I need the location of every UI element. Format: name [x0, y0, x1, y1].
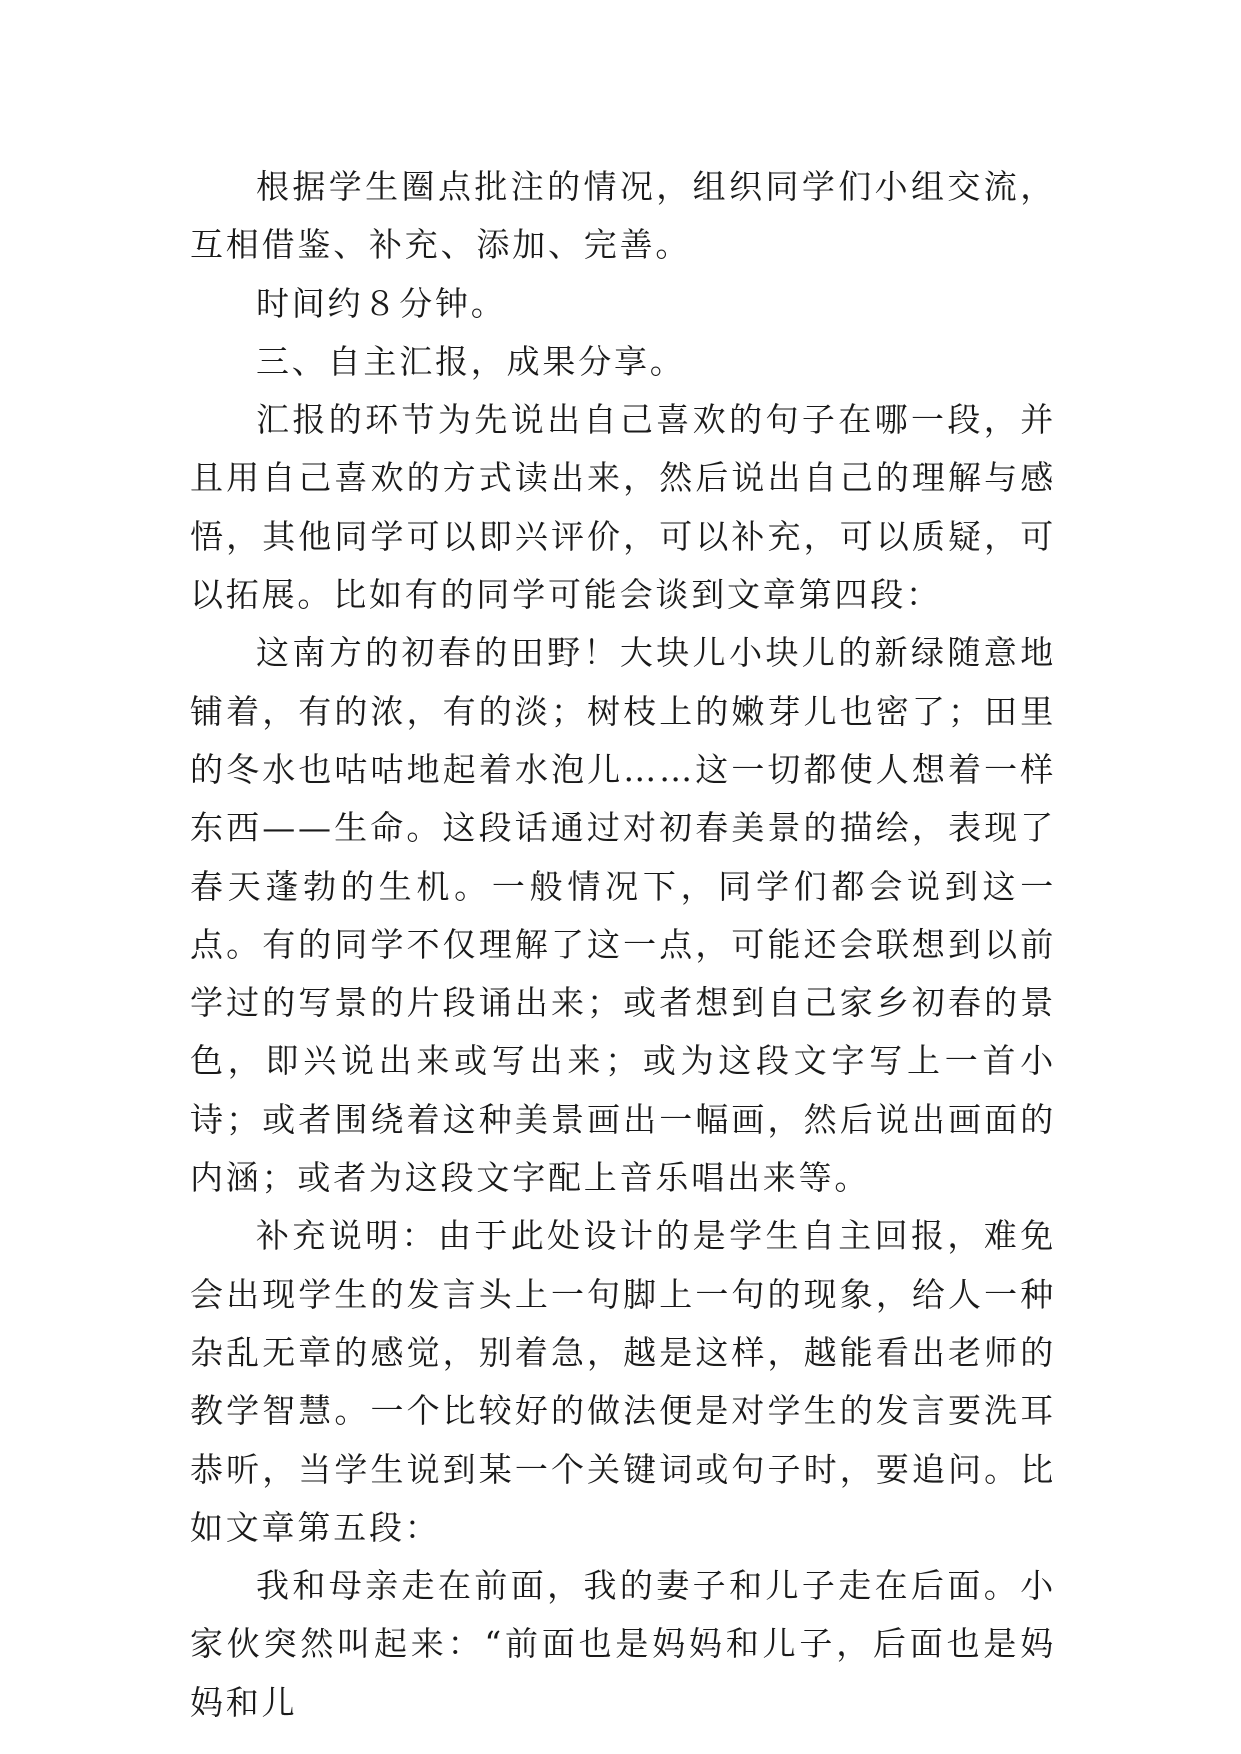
paragraph-spring-field: 这南方的初春的田野！大块儿小块儿的新绿随意地铺着，有的浓，有的淡；树枝上的嫩芽儿也密了；田里的冬水也咕咕地起着水泡儿……这一切都使人想着一样东西——生命。这段话通过对初春美景的描绘，表现了春天蓬勃的生机。一般情况下，同学们都会说到这一点。有的同学不仅理解了这一点，可能还会联想到以前学过的写景的片段诵出来；或者想到自己家乡初春的景色，即兴说出来或写出来；或为这段文字写上一首小诗；或者围绕着这种美景画出一幅画，然后说出画面的内涵；或者为这段文字配上音乐唱出来等。: [190, 633, 1056, 1198]
paragraph-time: 时间约８分钟。: [256, 283, 507, 323]
document-body: [190, 158, 1056, 1732]
paragraph-mother-son: 我和母亲走在前面，我的妻子和儿子走在后面。小家伙突然叫起来：“前面也是妈妈和儿子，后面也是妈妈和儿: [190, 1566, 1056, 1722]
paragraph-report-process: 汇报的环节为先说出自己喜欢的句子在哪一段，并且用自己喜欢的方式读出来，然后说出自己的理解与感悟，其他同学可以即兴评价，可以补充，可以质疑，可以拓展。比如有的同学可能会谈到文章第四段：: [190, 400, 1056, 615]
paragraph-supplement: 补充说明：由于此处设计的是学生自主回报，难免会出现学生的发言头上一句脚上一句的现象，给人一种杂乱无章的感觉，别着急，越是这样，越能看出老师的教学智慧。一个比较好的做法便是对学生的发言要洗耳恭听，当学生说到某一个关键词或句子时，要追问。比如文章第五段：: [190, 1216, 1056, 1547]
section-heading-report: 三、自主汇报，成果分享。: [256, 341, 686, 381]
paragraph-discussion: 根据学生圈点批注的情况，组织同学们小组交流，互相借鉴、补充、添加、完善。: [190, 167, 1056, 265]
